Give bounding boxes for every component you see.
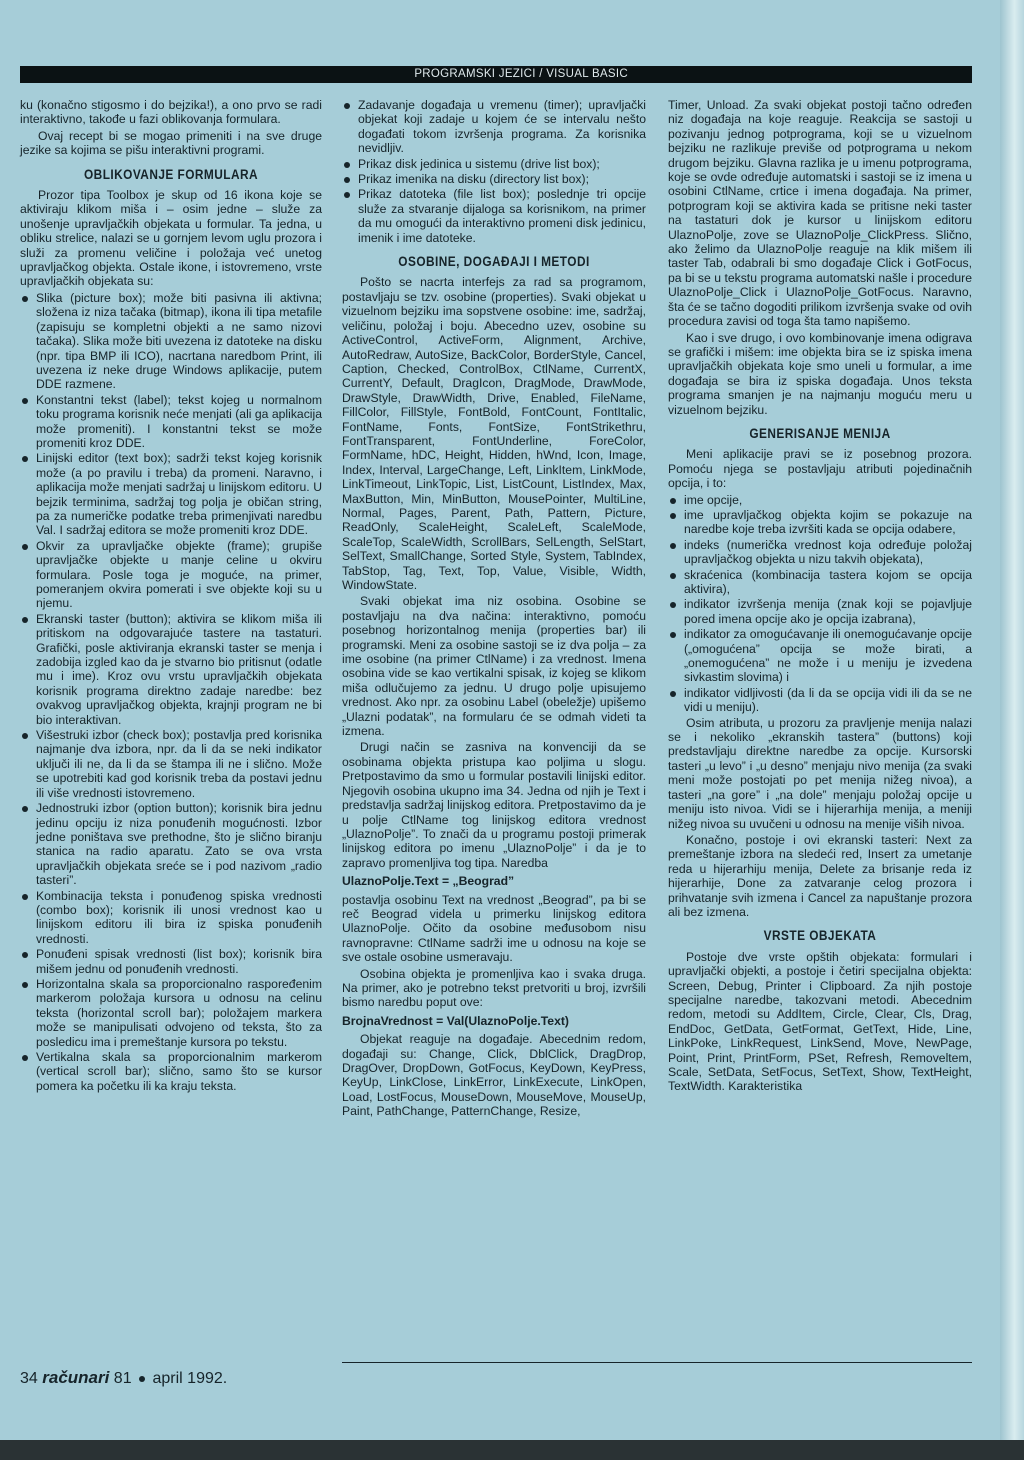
list-item: Prikaz disk jedinica u sistemu (drive list box); bbox=[342, 157, 646, 171]
code-line: UlaznoPolje.Text = „Beograd” bbox=[342, 874, 515, 889]
list-item: Višestruki izbor (check box); postavlja pred korisnika najmanje dva izbora, npr. da li da se neki indikator uključi ili ne, da li da se štampa ili ne i slično. Može se upotrebiti kad god korisnik treba da postavi jednu ili više vrednosti istovremeno. bbox=[20, 728, 322, 800]
paragraph: Kao i sve drugo, i ovo kombinovanje imena odigrava se grafički i mišem: ime objekta bira se iz spiska imena upravljačkih objekata koje smo uneli u formular, a ime događaja se bira iz spiska događaja. Unos teksta programa smanjen je na najmanju moguću meru u vizuelnom bejziku. bbox=[668, 330, 972, 417]
section-title: PROGRAMSKI JEZICI / VISUAL BASIC bbox=[414, 68, 628, 80]
page-edge-shadow bbox=[1000, 0, 1024, 1460]
paragraph: Konačno, postoje i ovi ekranski tasteri: Next za premeštanje izbora na sledeći red, Insert za umetanje reda u hijerarhiju menija, Delete za brisanje reda iz hijerarhije, Done za zatvaranje celog prozora i prihvatanje svih izmena i Cancel za napuštanje prozora ali bez izmena. bbox=[668, 832, 972, 919]
list-item: Zadavanje događaja u vremenu (timer); upravljački objekat koji zadaje u kojem će se intervalu nešto događati tokom izvršenja programa. Za korisnika nevidljiv. bbox=[342, 98, 646, 156]
list-item: ime upravljačkog objekta kojim se pokazuje na naredbe koje treba izvršiti kada se opcija odabere, bbox=[668, 508, 972, 537]
paragraph: Osobina objekta je promenljiva kao i svaka druga. Na primer, ako je potrebno tekst pretvoriti u broj, izvršili bismo naredbu poput ove: bbox=[342, 966, 646, 1010]
issue-date: april 1992. bbox=[152, 1370, 228, 1387]
list-item: ime opcije, bbox=[668, 493, 972, 507]
scan-bottom-edge bbox=[0, 1440, 1024, 1460]
list-item: Kombinacija teksta i ponuđenog spiska vrednosti (combo box); korisnik ili unosi vrednost kao u linijskom editoru ili bira iz spiska ponuđenih vrednosti. bbox=[20, 889, 322, 947]
bullet-list bbox=[20, 291, 322, 1093]
list-item: Okvir za upravljačke objekte (frame); grupiše upravljačke objekte u manje celine u okviru formulara. Posle toga je moguće, na primer, pomeranjem okvira pomerati i sve objekte koji su u njemu. bbox=[20, 539, 322, 611]
section-heading: GENERISANJE MENIJA bbox=[749, 425, 891, 441]
paragraph: Drugi način se zasniva na konvenciji da se osobinama objekta pristupa kao poljima u slogu. Pretpostavimo da smo u formular postavili linijski editor. Njegovih osobina ukupno ima 34. Jedna od njih je Text i predstavlja sadržaj linijskog editora. Pretpostavimo da je u polje CtlName tog linijskog editora vrednost „UlaznoPolje”. To znači da u programu postoji primerak linijskog editora po imenu „UlaznoPolje” i da je to zapravo promenljiva tog tipa. Naredba bbox=[342, 740, 646, 870]
list-item: indikator za omogućavanje ili onemogućavanje opcije („omogućena” opcija se može birati, a „onemogućena” ne može i u meniju je izvedena sivkastim slovima) i bbox=[668, 627, 972, 685]
paragraph: Osim atributa, u prozoru za pravljenje menija nalazi se i nekoliko „ekranskih tastera” (buttons) koji predstavljaju direktne naredbe za opcije. Kursorski tasteri „u levo” i „u desno” menjaju nivo menija (za svaki meni može postojati po pet menija nižeg nivoa), a tasteri „na gore” i „na dole” menjaju položaj opcije u meniju isto nivoa. Vidi se i hijerarhija menija, a meniji nižeg nivoa su uvučeni u odnosu na menije viših nivoa. bbox=[668, 715, 972, 831]
list-item: Vertikalna skala sa proporcionalnim markerom (vertical scroll bar); slično, samo što se kursor pomera ka početku ili ka kraju teksta. bbox=[20, 1050, 322, 1093]
paragraph: Postoje dve vrste opštih objekata: formulari i upravljački objekti, a postoje i četiri specijalna objekta: Screen, Debug, Printer i Clipboard. Za njih postoje specijalne naredbe, takozvani metodi. Abecednim redom, metodi su AddItem, Circle, Clear, Cls, Drag, EndDoc, GetData, GetFormat, GetText, Hide, Line, LinkPoke, LinkRequest, LinkSend, Move, NewPage, Point, Print, PrintForm, PSet, Refresh, Removeltem, Scale, SetData, SetFocus, SetText, Show, TextHeight, TextWidth. Karakteristika bbox=[668, 949, 972, 1094]
page-number: 34 bbox=[20, 1370, 38, 1387]
section-heading: OSOBINE, DOGAĐAJI I METODI bbox=[398, 254, 590, 270]
paragraph: Prozor tipa Toolbox je skup od 16 ikona koje se aktiviraju klikom miša i – osim jedne – služe za unošenje upravljačkih objekata u formular. Ta jedna, u obliku strelice, nalazi se u gornjem levom uglu prozora i služi za promenu veličine i položaja već unetog upravljačkog objekta. Ostale ikone, i istovremeno, vrste upravljačkih objekata su: bbox=[20, 188, 322, 289]
list-item: Jednostruki izbor (option button); korisnik bira jednu jedinu opciju iz niza ponuđenih mogućnosti. Izbor jedne poništava sve prethodne, što je slično biranju stanica na radio aparatu. Zato se ova vrsta upravljačkih objekata sreće se i pod nazivom „radio tasteri”. bbox=[20, 801, 322, 887]
paragraph: postavlja osobinu Text na vrednost „Beograd”, pa bi se reč Beograd videla u primerku linijskog editora UlaznoPolje. Očito da osobine međusobom nisu ravnopravne: CtlName sadrži ime u odnosu na koje se sve ostale osobine usmeravaju. bbox=[342, 892, 646, 965]
list-item: Slika (picture box); može biti pasivna ili aktivna; složena iz niza tačaka (bitmap), ikona ili tipa metafile (zapisuju se kompletni objekti a ne samo nizovi tačaka). Slika može biti uvezena iz datoteke na disku (npr. tipa BMP ili ICO), nacrtana naredbom Print, ili uvezena iz neke druge Windows aplikacije, putem DDE razmene. bbox=[20, 291, 322, 392]
footer-rule bbox=[342, 1362, 972, 1363]
paragraph: Meni aplikacije pravi se iz posebnog prozora. Pomoću njega se postavljaju atributi pojedinačnih opcija, i to: bbox=[668, 447, 972, 491]
list-item: Linijski editor (text box); sadrži tekst kojeg korisnik može (a po pravilu i treba) da promeni. Naravno, i aplikacija može menjati sadržaj u linijskom editoru. U bejzik terminima, sadržaj tog polja je običan string, pa za numeričke podatke treba primenjivati naredbu Val. I sadržaj editora se može promeniti kroz DDE. bbox=[20, 451, 322, 537]
column-2 bbox=[342, 98, 646, 1121]
list-item: indikator izvršenja menija (znak koji se pojavljuje pored imena opcije ako je opcija izabrana), bbox=[668, 597, 972, 626]
code-line: BrojnaVrednost = Val(UlaznoPolje.Text) bbox=[342, 1013, 569, 1028]
bullet-list bbox=[342, 98, 646, 245]
paragraph: Pošto se nacrta interfejs za rad sa programom, postavljaju se tzv. osobine (properties). Svaki objekat u vizuelnom bejziku ima sopstvene osobine: ime, sadržaj, veličinu, položaj i boju. Abecedno uzev, osobine su ActiveControl, ActiveForm, Alignment, Archive, AutoRedraw, AutoSize, BackColor, BorderStyle, Cancel, Caption, Checked, ControlBox, CtlName, CurrentX, CurrentY, Default, DragIcon, DragMode, DrawMode, DrawStyle, DrawWidth, Drive, Enabled, FileName, FillColor, FillStyle, FontBold, FontCount, FontItalic, FontName, Fonts, FontSize, FontStrikethru, FontTransparent, FontUnderline, ForeColor, FormName, hDC, Height, Hidden, hWnd, Icon, Image, Index, Interval, LargeChange, Left, LinkItem, LinkMode, LinkTimeout, LinkTopic, List, ListCount, ListIndex, Max, MaxButton, Min, MinButton, MousePointer, MultiLine, Normal, Pages, Parent, Path, Pattern, Picture, ReadOnly, ScaleHeight, ScaleLeft, ScaleMode, ScaleTop, ScaleWidth, ScrollBars, SelLength, SelStart, SelText, SmallChange, Sorted Style, System, TabIndex, TabStop, Tag, Text, Top, Value, Visible, Width, WindowState. bbox=[342, 275, 646, 592]
bullet-separator bbox=[139, 1376, 145, 1382]
paragraph: Svaki objekat ima niz osobina. Osobine se postavljaju na dva načina: interaktivno, pomoću posebnog horizontalnog menija (properties bar) ili programski. Meni za osobine sastoji se iz dva polja – za ime osobine (na primer CtlName) i za vrednost. Imena osobina vide se kao vertikalni spisak, iz kojeg se klikom miša odlučujemo za jednu. U drugo polje upisujemo vrednost. Ako npr. za osobinu Label (obeležje) upišemo „Ulazni podatak”, na formularu će se odmah videti ta izmena. bbox=[342, 594, 646, 739]
list-item: Horizontalna skala sa proporcionalno raspoređenim markerom položaja kursora u odnosu na celinu teksta (horizontal scroll bar); položajem markera može se manipulisati odvojeno od teksta, što za posledicu ima i premeštanje kursora po tekstu. bbox=[20, 977, 322, 1049]
bullet-list bbox=[668, 493, 972, 715]
section-heading: VRSTE OBJEKATA bbox=[763, 928, 877, 944]
paragraph: Timer, Unload. Za svaki objekat postoji tačno određen niz događaja na koje reaguje. Reakcija se sastoji u pozivanju jednog potprograma, koji se u vizuelnom bejziku ne razlikuje previše od potprograma u nekom drugom bejziku. Glavna razlika je u imenu potprograma, koje se ovde određuje automatski i sastoji se iz imena u osobini CtlName, crtice i imena događaja. Na primer, potprogram koji se aktivira kada se pritisne neki taster na tastaturi dok je kursor u linijskom editoru UlaznoPolje, zove se UlaznoPolje_ClickPress. Slično, ako želimo da UlaznoPolje reaguje na klik mišem ili taster Tab, odabrali bi smo događaje Click i GotFocus, pa bi se u tekstu programa automatski našle i procedure UlaznoPolje_Click i UlaznoPolje_GotFocus. Naravno, šta će se tačno dogoditi prilikom izvršenja svake od ovih procedura zavisi od toga šta tamo napišemo. bbox=[668, 98, 972, 329]
list-item: indikator vidljivosti (da li da se opcija vidi ili da se ne vidi u meniju). bbox=[668, 686, 972, 715]
column-3 bbox=[668, 98, 972, 1096]
magazine-logo: računari bbox=[42, 1368, 110, 1387]
list-item: indeks (numerička vrednost koja određuje položaj upravljačkog objekta u nizu takvih objekata), bbox=[668, 538, 972, 567]
list-item: Prikaz datoteka (file list box); poslednje tri opcije služe za stvaranje dijaloga sa korisnikom, na primer da mu omogući da interaktivno promeni disk jedinicu, imenik i ime datoteke. bbox=[342, 187, 646, 245]
paragraph: Objekat reaguje na događaje. Abecednim redom, događaji su: Change, Click, DblClick, DragDrop, DragOver, DropDown, GotFocus, KeyDown, KeyPress, KeyUp, LinkClose, LinkError, LinkExecute, LinkOpen, Load, LostFocus, MouseDown, MouseMove, MouseUp, Paint, PathChange, PatternChange, Resize, bbox=[342, 1032, 646, 1119]
paragraph: Ovaj recept bi se mogao primeniti i na sve druge jezike sa kojima se pišu interaktivni programi. bbox=[20, 128, 322, 158]
section-header-bar bbox=[20, 66, 972, 83]
column-1 bbox=[20, 98, 322, 1094]
page-footer bbox=[20, 1368, 227, 1389]
issue-number: 81 bbox=[113, 1370, 132, 1387]
list-item: Konstantni tekst (label); tekst kojeg u normalnom toku programa korisnik neće menjati (ali ga aplikacija može promeniti). I konstantni tekst se može promeniti kroz DDE. bbox=[20, 393, 322, 451]
list-item: Prikaz imenika na disku (directory list box); bbox=[342, 172, 646, 186]
paragraph: ku (konačno stigosmo i do bejzika!), a ono prvo se radi interaktivno, takođe u fazi oblikovanja formulara. bbox=[20, 98, 322, 127]
list-item: skraćenica (kombinacija tastera kojom se opcija aktivira), bbox=[668, 568, 972, 597]
list-item: Ponuđeni spisak vrednosti (list box); korisnik bira mišem jednu od ponuđenih vrednosti. bbox=[20, 947, 322, 976]
list-item: Ekranski taster (button); aktivira se klikom miša ili pritiskom na odgovarajuće tastere na tastaturi. Grafički, posle aktiviranja ekranski taster se menja i zadobija izgled kao da je stvarno bio pritisnut (odatle mu i ime). Kroz ovu vrstu upravljačkih objekata korisnik programa direktno zadaje naredbe: bez ovakvog upravljačkog objekta, krajnji program ne bi bio interaktivan. bbox=[20, 612, 322, 727]
section-heading: OBLIKOVANJE FORMULARA bbox=[83, 166, 259, 182]
